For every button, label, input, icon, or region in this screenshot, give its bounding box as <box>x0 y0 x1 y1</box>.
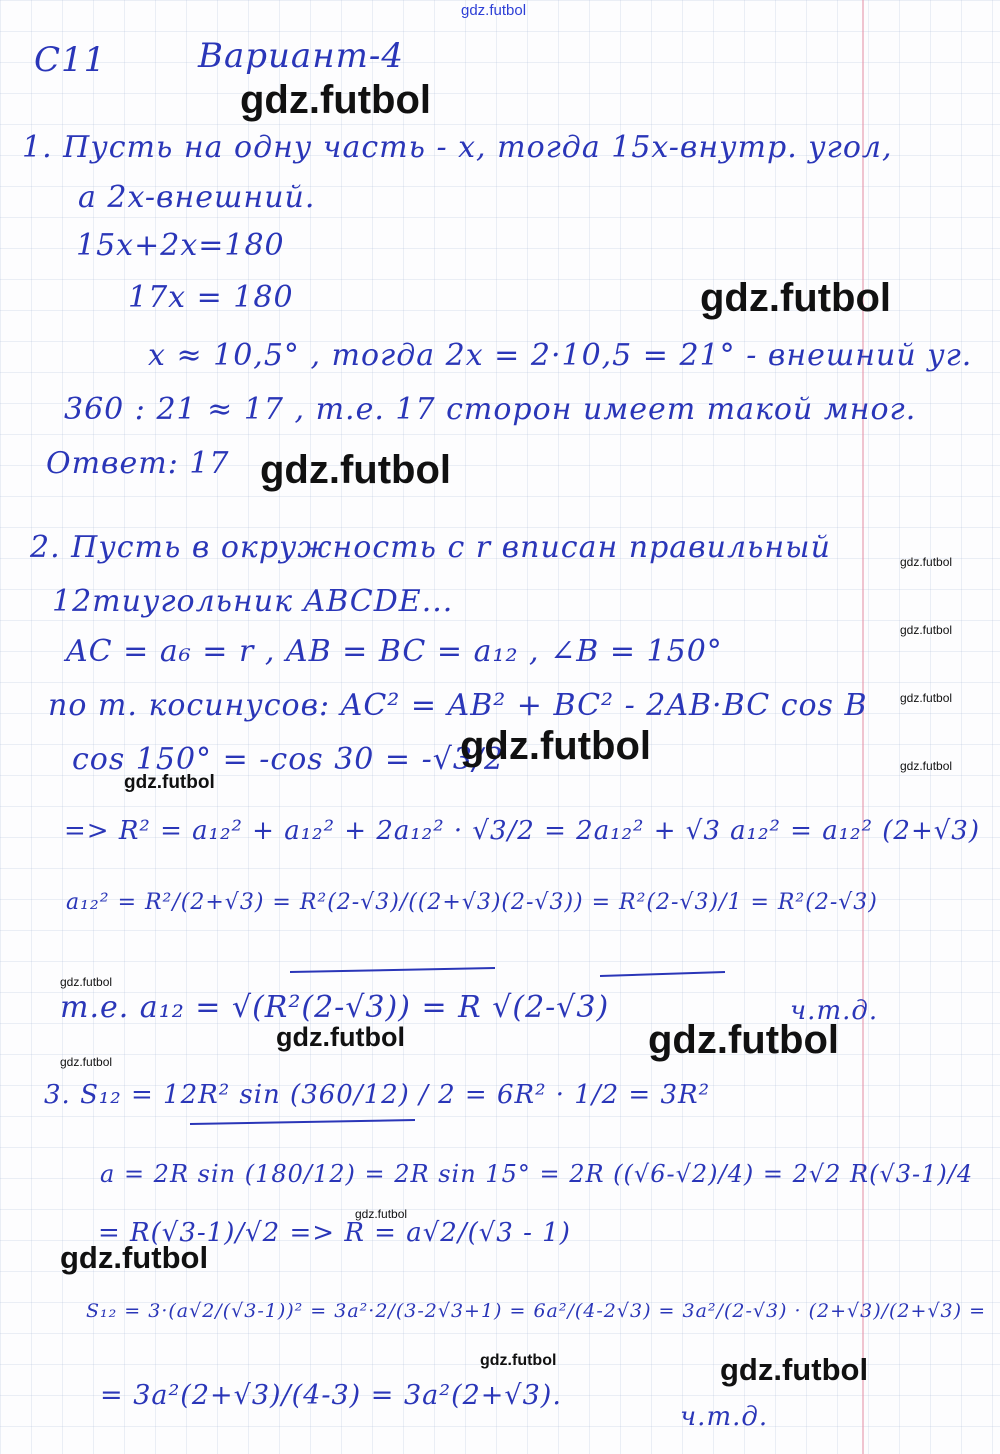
task1-line1: 1. Пусть на одну часть - x, тогда 15x-внутр. угол, <box>22 130 893 165</box>
task1-line4: 17x = 180 <box>128 280 294 315</box>
task3-line3: = R(√3-1)/√2 => R = a√2/(√3 - 1) <box>98 1218 571 1248</box>
variant-title: Вариант-4 <box>198 36 404 76</box>
task2-line3: AC = a₆ = r , AB = BC = a₁₂ , ∠B = 150° <box>66 634 723 669</box>
watermark-top: gdz.futbol <box>461 2 527 19</box>
task3-line4: S₁₂ = 3·(a√2/(√3-1))² = 3a²·2/(3-2√3+1) = 6a²/(4-2√3) = 3a²/(2-√3) · (2+√3)/(2+√3) = <box>86 1300 987 1322</box>
fraction-bar-area <box>190 1120 415 1124</box>
watermark-small-4: gdz.futbol <box>900 759 953 773</box>
watermark-4: gdz.futbol <box>460 724 652 768</box>
watermark-5: gdz.futbol <box>648 1018 840 1062</box>
task3-line1: 3. S₁₂ = 12R² sin (360/12) / 2 = 6R² · 1/2 = 3R² <box>44 1080 710 1110</box>
task1-line2: а 2x-внешний. <box>78 180 316 215</box>
watermark-small-6: gdz.futbol <box>60 1055 113 1069</box>
watermark-small-7: gdz.futbol <box>355 1207 408 1221</box>
watermark-3: gdz.futbol <box>260 448 452 492</box>
watermark-9: gdz.futbol <box>124 772 215 793</box>
task3-qed: ч.т.д. <box>680 1402 769 1432</box>
task2-line8: т.е. a₁₂ = √(R²(2-√3)) = R √(2-√3) <box>60 990 610 1025</box>
sqrt-overline-2 <box>600 972 725 976</box>
task-label: С11 <box>34 40 107 80</box>
task1-line3: 15x+2x=180 <box>76 228 285 263</box>
task2-line1: 2. Пусть в окружность с r вписан правильный <box>30 530 831 565</box>
task3-line2: a = 2R sin (180/12) = 2R sin 15° = 2R ((√6-√2)/4) = 2√2 R(√3-1)/4 <box>100 1160 974 1188</box>
task2-line5: cos 150° = -cos 30 = -√3/2 <box>72 742 505 777</box>
watermark-2: gdz.futbol <box>700 276 892 320</box>
sqrt-overline-1 <box>290 968 495 972</box>
watermark-small-2: gdz.futbol <box>900 623 953 637</box>
watermark-small-3: gdz.futbol <box>900 691 953 705</box>
task2-line7: a₁₂² = R²/(2+√3) = R²(2-√3)/((2+√3)(2-√3)) = R²(2-√3)/1 = R²(2-√3) <box>66 890 878 915</box>
task2-line4: по т. косинусов: AC² = AB² + BC² - 2AB·BC cos B <box>48 688 868 723</box>
watermark-8: gdz.futbol <box>720 1352 869 1387</box>
task2-line6: => R² = a₁₂² + a₁₂² + 2a₁₂² · √3/2 = 2a₁₂² + √3 a₁₂² = a₁₂² (2+√3) <box>64 816 980 846</box>
watermark-1: gdz.futbol <box>240 78 432 122</box>
task1-line5: x ≈ 10,5° , тогда 2x = 2·10,5 = 21° - внешний уг. <box>148 338 973 373</box>
task2-qed: ч.т.д. <box>790 996 879 1026</box>
task1-answer: Ответ: 17 <box>46 446 230 481</box>
watermark-small-8: gdz.futbol <box>480 1352 557 1369</box>
watermark-small-5: gdz.futbol <box>60 975 113 989</box>
watermark-small-1: gdz.futbol <box>900 555 953 569</box>
task2-line2: 12тиугольник ABCDE... <box>52 584 454 619</box>
task1-line6: 360 : 21 ≈ 17 , т.е. 17 сторон имеет такой мног. <box>64 392 917 427</box>
task3-line5: = 3a²(2+√3)/(4-3) = 3a²(2+√3). <box>100 1380 562 1411</box>
watermark-6: gdz.futbol <box>276 1022 405 1052</box>
watermark-7: gdz.futbol <box>60 1240 209 1275</box>
